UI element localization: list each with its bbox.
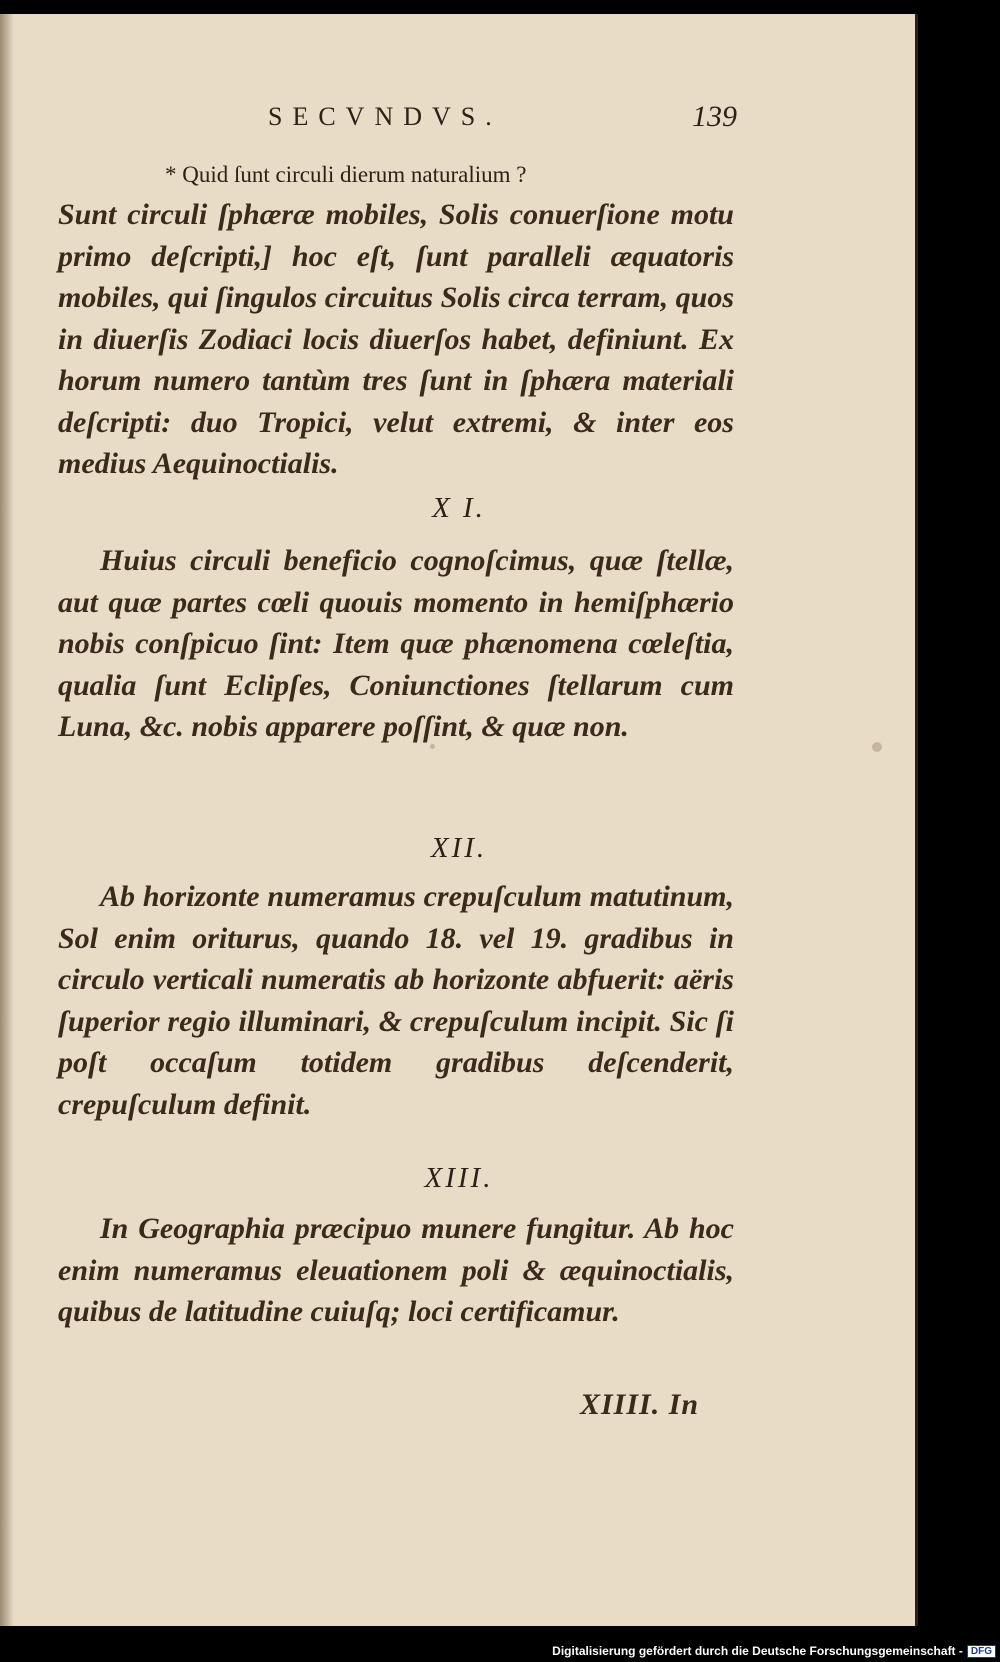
section-heading-xii: XII. xyxy=(430,832,488,864)
running-head xyxy=(0,102,918,142)
page-number: 139 xyxy=(692,100,737,133)
gutter-shadow xyxy=(0,14,14,1626)
paragraph-1: Sunt circuli ſphæræ mobiles, Solis conuerſione motu primo deſcripti,] hoc eſt, ſunt paralleli æquatoris mobiles, qui ſingulos circuitus Solis circa terram, quos in diuerſis Zodiaci locis diuerſos habet, definiunt. Ex horum numero tantùm tres ſunt in ſphæra materiali deſcripti: duo Tropici, velut extremi, & inter eos medius Aequinoctialis. xyxy=(58,198,734,480)
paragraph-xi: Huius circuli beneficio cognoſcimus, quæ ſtellæ, aut quæ partes cœli quouis momento in hemiſphærio nobis conſpicuo ſint: Item quæ phænomena cœleſtia, qualia ſunt Eclipſes, Coniunctiones ſtellarum cum Luna, &c. nobis apparere poſſint, & quæ non. xyxy=(58,544,734,743)
dfg-logo: DFG xyxy=(967,1645,996,1658)
book-page xyxy=(0,14,918,1626)
section-heading-xiii: XIII. xyxy=(424,1162,494,1194)
paragraph-xii: Ab horizonte numeramus crepuſculum matutinum, Sol enim oriturus, quando 18. vel 19. gradibus in circulo verticali numeratis ab horizonte abfuerit: aëris ſuperior regio illuminari, & crepuſculum incipit. Sic ſi poſt occaſum totidem gradibus deſcenderit, crepuſculum definit. xyxy=(58,880,734,1121)
marginal-question: * Quid ſunt circuli dierum naturalium ? xyxy=(165,162,527,187)
paper-stain xyxy=(872,742,882,752)
running-head-title: SECVNDVS. xyxy=(268,102,502,131)
section-heading-xi: X I. xyxy=(432,492,486,524)
credit-text: Digitalisierung gefördert durch die Deutsche Forschungsgemeinschaft - xyxy=(552,1644,963,1658)
digitization-credit xyxy=(552,1644,996,1658)
paragraph-xiii: In Geographia præcipuo munere fungitur. Ab hoc enim numeramus eleuationem poli & æquinoctialis, quibus de latitudine cuiuſq; loci certificamur. xyxy=(58,1212,734,1328)
catchword: XIIII. In xyxy=(580,1388,700,1421)
